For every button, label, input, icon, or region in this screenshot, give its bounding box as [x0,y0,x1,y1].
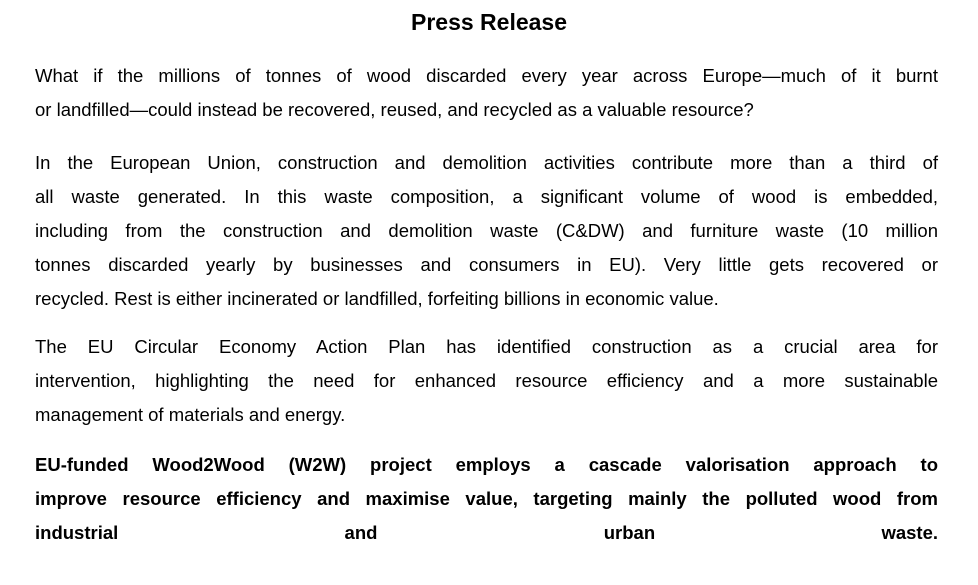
text-line: recycled. Rest is either incinerated or landfilled, forfeiting billions in economic value. [35,288,719,309]
text-line: In the European Union, construction and demolition activities contribute more than a third of [35,152,938,173]
paragraph-intro [35,59,938,127]
text-line: or landfilled—could instead be recovered, reused, and recycled as a valuable resource? [35,99,754,120]
text-line: What if the millions of tonnes of wood discarded every year across Europe—much of it burnt [35,65,938,86]
text-line: industrial and urban waste. [35,522,938,543]
text-line: management of materials and energy. [35,404,346,425]
text-line: tonnes discarded yearly by businesses and consumers in EU). Very little gets recovered or [35,254,938,275]
text-line: improve resource efficiency and maximise value, targeting mainly the polluted wood from [35,488,938,509]
paragraph-w2w-project [35,448,938,550]
text-line: The EU Circular Economy Action Plan has identified construction as a crucial area for [35,336,938,357]
page-title: Press Release [410,9,567,35]
text-line: all waste generated. In this waste composition, a significant volume of wood is embedded, [35,186,938,207]
paragraph-action-plan [35,330,938,432]
text-line: intervention, highlighting the need for enhanced resource efficiency and a more sustainable [35,370,938,391]
text-line: EU-funded Wood2Wood (W2W) project employs a cascade valorisation approach to [35,454,938,475]
paragraph-eu-waste [35,146,938,316]
text-line: including from the construction and demolition waste (C&DW) and furniture waste (10 million [35,220,938,241]
